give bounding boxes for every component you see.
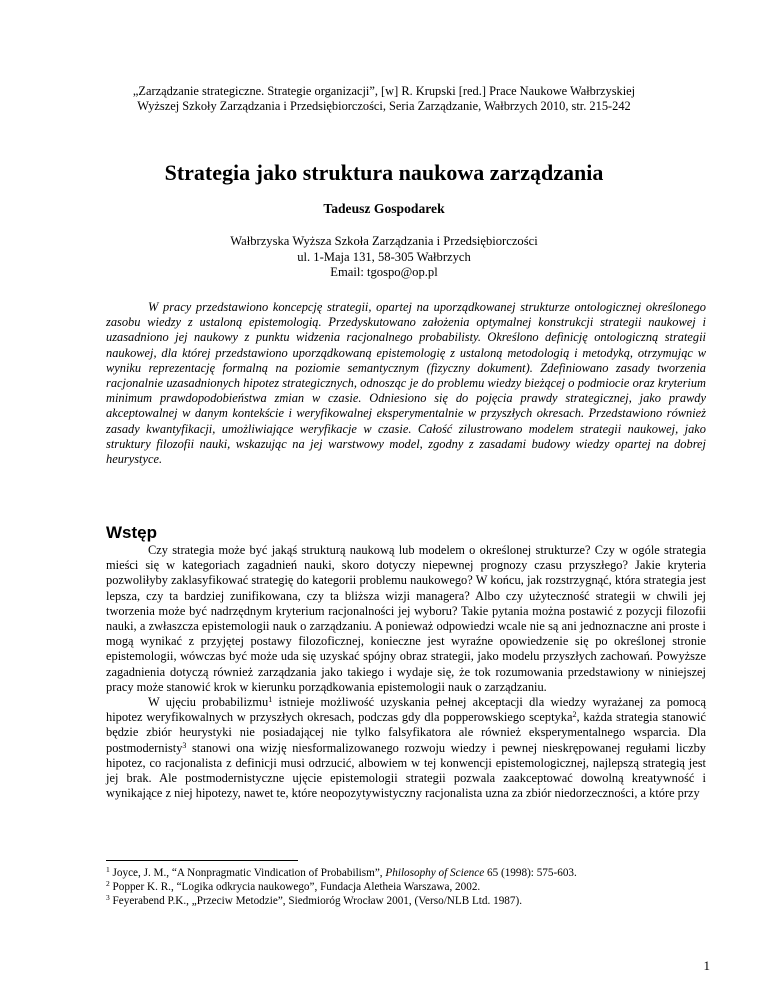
page-number: 1: [703, 958, 710, 973]
author-name: Tadeusz Gospodarek: [323, 201, 445, 216]
footnote-ref[interactable]: 3: [182, 740, 187, 750]
text-run: , każda strategia stanowić będzie zbiór heurystyki nie posiadającej nie tylko falsyfikatora ale również eksperymentalnego wsparcia. Dla postmodernisty: [106, 710, 707, 755]
footnote-text: Joyce, J. M., “A Nonpragmatic Vindication of Probabilism”,: [112, 867, 386, 879]
footnote: [106, 866, 706, 880]
text-run: stanowi ona wizję niesformalizowanego rozwoju wiedzy i pewnej nieskrępowanej regułami liczby hipotez, co racjonalista z definicji musi odrzucić, albowiem w tej konwencji epistemologicznej, najlepszą strategią jest jej brak. Ale postmodernistyczne ujęcie epistemologii strategii pozwala zaakceptować dowolną kreatywność i wynikające z niej hipotezy, nawet te, które neopozytywistyczny racjonalista uzna za zbiór niedorzeczności, a które przy: [106, 740, 706, 801]
text-run: istnieje możliwość uzyskania pełnej akceptacji dla wiedzy wyrażanej za pomocą hipotez weryfikowalnych w przyszłych okresach, podczas gdy dla popperowskiego sceptyka: [106, 695, 707, 725]
footnote-divider: [106, 860, 298, 861]
footnote-number: 2: [106, 879, 110, 888]
footnote: [106, 880, 706, 894]
affiliation: [60, 234, 708, 281]
paper-title: Strategia jako struktura naukowa zarządzania: [164, 160, 604, 185]
footnote-number: 1: [106, 865, 110, 874]
citation-line: Wyższej Szkoły Zarządzania i Przedsiębiorczości, Seria Zarządzanie, Wałbrzych 2010, str. 215-242: [137, 99, 631, 113]
section-body: [106, 543, 706, 801]
footnote-text: 65 (1998): 575-603.: [484, 867, 577, 879]
footnote-text: Popper K. R., “Logika odkrycia naukowego”, Fundacja Aletheia Warszawa, 2002.: [112, 881, 481, 893]
text-run: W ujęciu probabilizmu: [148, 695, 269, 710]
email: Email: tgospo@op.pl: [330, 265, 438, 279]
footnote-ref[interactable]: 2: [572, 710, 577, 720]
footnote-number: 3: [106, 893, 110, 902]
journal-name: Philosophy of Science: [385, 867, 485, 879]
paragraph: Czy strategia może być jakąś strukturą naukową lub modelem o określonej strukturze? Czy w ogóle strategia mieści się w kategoriach zagadnień nauki, skoro dotyczy niepewnej prognozy czasu przyszłego? Jakie kryteria pozwoliłyby zaklasyfikować strategię do kategorii problemu naukowego? W końcu, jak rozstrzygnąć, która strategia jest lepsza, czy ta bardziej zunifikowana, czy ta bliższa wizji managera? Albo czy użyteczność strategii w chwili jej tworzenia może być nadrzędnym kryterium racjonalności jej wyboru? Takie pytania można postawić z pozycji filozofii nauki, a zwłaszcza epistemologii nauk o zarządzaniu. A ponieważ odpowiedzi wcale nie są ani jednoznaczne ani proste i mogą wynikać z przyjętej postawy filozoficznej, konieczne jest wyraźne opowiedzenie się po określonej stronie epistemologii, wówczas być może uda się uzyskać spójny obraz strategii, jako modelu przyszłych zachowań. Powyższe zagadnienia dotyczą również zarządzania jako takiego i wydaje się, że tok rozumowania przedstawiony w niniejszej pracy może stanowić krok w kierunku porządkowania epistemologii nauk o zarządzaniu.: [106, 543, 706, 694]
abstract: W pracy przedstawiono koncepcję strategii, opartej na uporządkowanej strukturze ontologicznej określonego zasobu wiedzy z ustaloną epistemologią. Przedyskutowano założenia optymalnej konstrukcji strategii naukowej i uzasadniono jej naukowy z punktu widzenia racjonalnego probabilisty. Określono definicję ontologiczną strategii naukowej, dla której przedstawiono uporządkowaną epistemologię z ustaloną metodologią i metodyką, otrzymując w wyniku reprezentację formalną na poziomie semantycznym (fizyczny dokument). Zdefiniowano zasady tworzenia racjonalnie uzasadnionych hipotez strategicznych, odnosząc je do problemu wiedzy bieżącej o podmiocie oraz kryterium minimum prawdopodobieństwa zmian w czasie. Odniesiono się do pojęcia prawdy strategicznej, jako prawdy akceptowalnej w danym kontekście i weryfikowalnej eksperymentalnie w przyszłych okresach. Przedstawiono również zasady kwantyfikacji, umożliwiające weryfikacje w czasie. Całość zilustrowano modelem strategii naukowej, jako struktury filozofii nauki, wskazując na jej warstwowy model, zgodny z zasadami budowy wiedzy opartej na dobrej heurystyce.: [106, 300, 706, 467]
address: ul. 1-Maja 131, 58-305 Wałbrzych: [297, 249, 471, 264]
footnote-text: Feyerabend P.K., „Przeciw Metodzie”, Siedmioróg Wrocław 2001, (Verso/NLB Ltd. 1987).: [112, 895, 523, 907]
citation-header: [60, 84, 708, 114]
institution: Wałbrzyska Wyższa Szkoła Zarządzania i Przedsiębiorczości: [230, 234, 538, 248]
section-heading: Wstęp: [106, 523, 157, 542]
citation-line: „Zarządzanie strategiczne. Strategie organizacji”, [w] R. Krupski [red.] Prace Naukowe Wałbrzyskiej: [132, 84, 636, 98]
footnote-ref[interactable]: 1: [268, 695, 273, 705]
paragraph: [106, 695, 706, 801]
footnote: [106, 894, 706, 908]
footnotes: [106, 866, 706, 908]
